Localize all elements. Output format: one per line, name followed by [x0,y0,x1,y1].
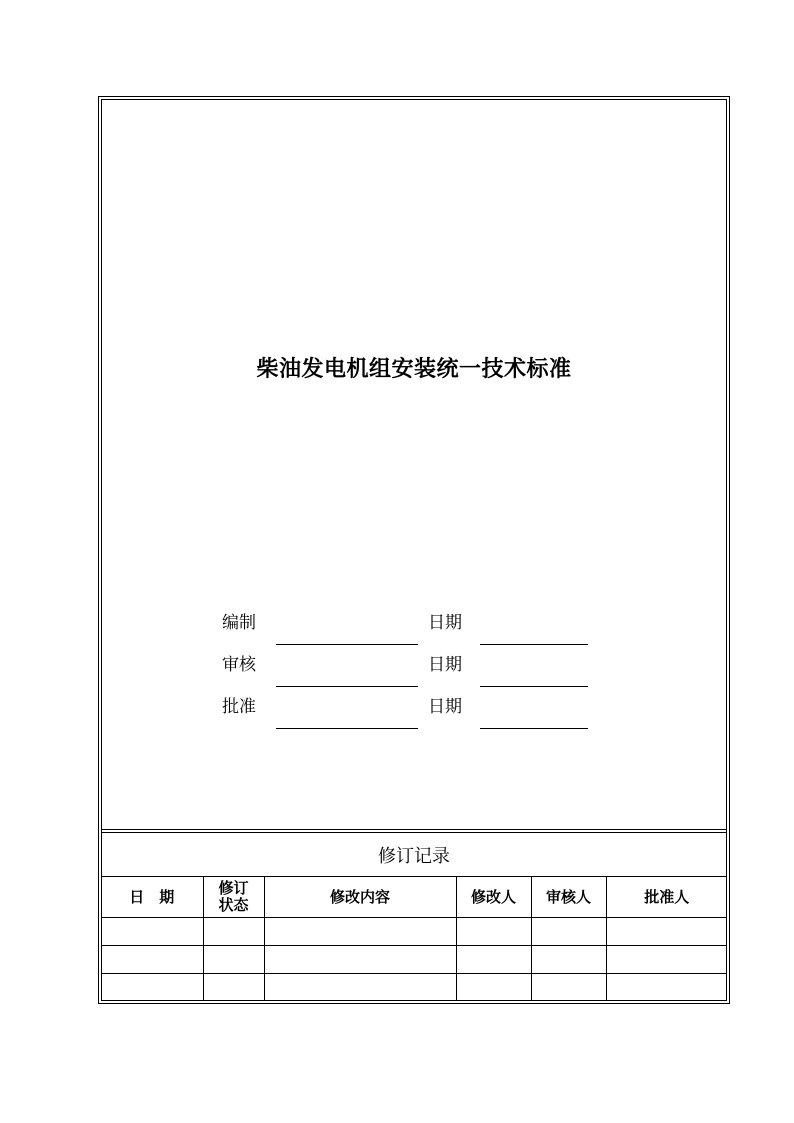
table-cell[interactable] [606,918,727,946]
signature-line[interactable] [276,686,418,687]
date-label: 日期 [428,697,462,717]
signoff-row-review [0,650,794,690]
document-title: 柴油发电机组安装统一技术标准 [256,357,572,382]
table-cell[interactable] [203,946,264,974]
date-label: 日期 [428,655,462,675]
table-cell[interactable] [203,974,264,1002]
header-date: 日 期 [101,877,203,918]
date-line[interactable] [480,686,588,687]
table-cell[interactable] [531,918,606,946]
signature-line[interactable] [276,644,418,645]
date-line[interactable] [480,728,588,729]
header-approved-by: 批准人 [606,877,727,918]
section-divider [101,832,727,833]
table-cell[interactable] [203,918,264,946]
table-cell[interactable] [101,918,203,946]
table-row [101,918,727,946]
revision-table-header-row [101,877,727,918]
header-change-content: 修改内容 [264,877,456,918]
date-line[interactable] [480,644,588,645]
table-row [101,946,727,974]
signoff-role-label: 审核 [222,655,256,675]
header-reviewed-by: 审核人 [531,877,606,918]
signoff-role-label: 批准 [222,697,256,717]
table-cell[interactable] [606,974,727,1002]
table-cell[interactable] [531,946,606,974]
table-cell[interactable] [531,974,606,1002]
table-cell[interactable] [101,974,203,1002]
table-cell[interactable] [264,974,456,1002]
revision-record-title: 修订记录 [378,846,450,867]
table-cell[interactable] [264,946,456,974]
header-revision-status: 修订 状态 [203,877,264,918]
table-row [101,974,727,1002]
section-divider [101,829,727,830]
header-modified-by: 修改人 [456,877,531,918]
revision-table [101,876,727,1001]
signature-line[interactable] [276,728,418,729]
signoff-row-compile [0,608,794,648]
table-cell[interactable] [456,946,531,974]
table-cell[interactable] [606,946,727,974]
signoff-role-label: 编制 [222,613,256,633]
date-label: 日期 [428,613,462,633]
table-cell[interactable] [456,918,531,946]
table-cell[interactable] [264,918,456,946]
table-cell[interactable] [101,946,203,974]
table-cell[interactable] [456,974,531,1002]
signoff-row-approve [0,692,794,732]
